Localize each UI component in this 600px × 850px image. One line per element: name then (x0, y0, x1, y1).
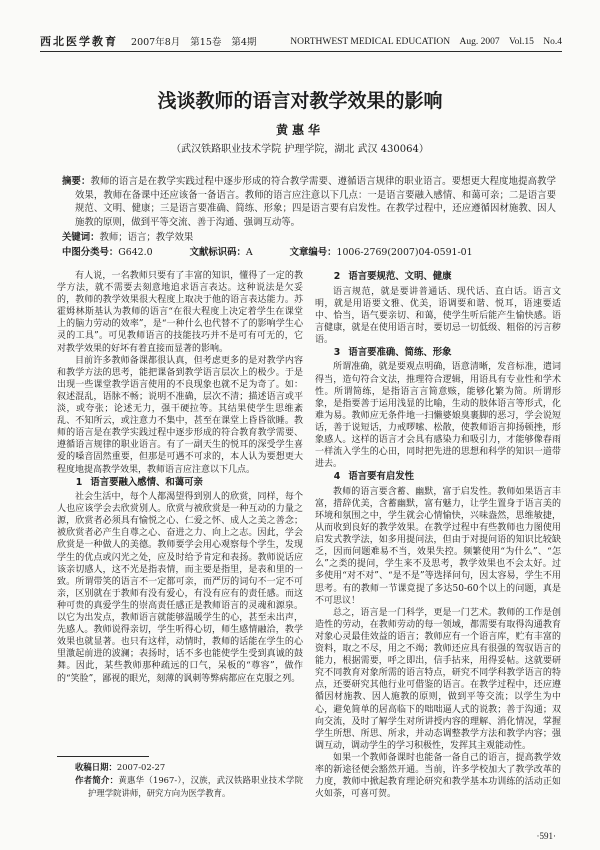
volume-en: Vol.15 (508, 37, 534, 47)
body-column-left (57, 270, 303, 750)
keywords-text: 教师；语言；教学效果 (99, 232, 194, 243)
author-bio-label: 作者简介： (75, 775, 119, 785)
author-name: 黄惠华 (275, 123, 324, 137)
section-2-title: 语言要规范、文明、健康 (348, 271, 452, 282)
running-header (40, 34, 562, 52)
intro-paragraph-1: 有人说，一名教师只要有了丰富的知识，懂得了一定的教学方法，就不需要去刻意地追求语言表达。这种说法是欠妥的，教师的教学效果很大程度上取决于他的语言表达能力。苏霍姆林斯基认为教师的语言“在很大程度上决定着学生在课堂上的脑力劳动的效率”，是“一种什么也代替不了的影响学生心灵的工具”。可见教师语言的技能技巧并不是可有可无的，它对教学效果的好坏有着直接而显著的影响。 (57, 271, 303, 354)
number-en: No.4 (543, 37, 562, 47)
section-3-title: 语言要准确、简练、形象 (348, 346, 452, 358)
section-1-number: 1 (75, 476, 83, 488)
footnote (57, 761, 303, 800)
clc-value: G642.0 (118, 247, 153, 258)
section-2-heading (315, 271, 561, 284)
document-code (190, 247, 253, 258)
section-4-heading (315, 471, 561, 484)
section-4-paragraph-3: 如果一个教师备课时也能备一备自己的语言，提高教学效率的新途径便会豁然开通。当前，许多学校加大了教学改革的力度，教师中掀起教育理论研究和教学基本功训练的活动正如火如荼，可喜可贺。 (315, 752, 561, 800)
section-4-number: 4 (333, 471, 341, 483)
clc-label: 中图分类号： (62, 247, 119, 258)
issue-date-cn: 2007年8月 (131, 37, 181, 48)
section-3-number: 3 (333, 346, 341, 358)
article-number-value: 1006-2769(2007)04-0591-01 (336, 247, 473, 258)
journal-name-cn: 西北医学教育 (40, 35, 118, 48)
section-2-paragraph-1: 语言规范，就是要讲普通话、现代话、直白话。语言文明，就是用语要文雅、优美，语调要和谐、悦耳，语速要适中、恰当，语气要亲切、和蔼，使学生听后能产生愉快感。语言健康，就是在使用语言时，要切忌一切低级、粗俗的污言秽语。 (315, 286, 561, 345)
received-date-value: 2007-02-27 (116, 762, 166, 772)
section-1-heading (57, 477, 303, 490)
classification-line (62, 246, 556, 259)
author-bio-text: 黄惠华（1967-），汉族，武汉铁路职业技术学院护理学院讲师，研究方向为医学教育。 (88, 775, 303, 798)
section-4-paragraph-1: 教师的语言要含蓄、幽默，富于启发性。教师如果语言丰富，措辞优美，含蓄幽默，富有魅力，让学生置身于语言美的环境和氛围之中，学生就会心情愉快，兴味盎然，思维敏捷，从而收到良好的教学效果。在教学过程中有些教师也力图使用启发式教学法，如多用提问法，但由于对提问语的知识比较缺乏，因而问题难易不当，效果失控。频繁使用“为什么”、“怎么”之类的提问，学生来不及思考，教学效果也不会太好。过多使用“对不对”、“是不是”等选择问句，因太容易，学生不用思考。有的教师一节课竟提了多达50-60个以上的问题，真是不可思议！ (315, 486, 561, 606)
issue-info-en (283, 34, 562, 50)
abstract-label: 摘要： (62, 176, 91, 187)
issue-info-cn (131, 37, 263, 48)
article-number-label: 文章编号： (289, 247, 337, 258)
document-code-value: A (245, 247, 253, 258)
article-title: 浅谈教师的语言对教学效果的影响 (157, 90, 443, 112)
keywords (62, 231, 556, 244)
section-3-paragraph-1: 所谓准确，就是要观点明确，语意清晰，发音标准，遣词得当，造句符合文法，推理符合逻辑，用语具有专业性和学术性。所谓简练，是指语言言简意赅，能够化繁为简。所谓形象，是指要善于运用浅显的比喻，生动的肢体语言等形式，化难为易。教师应无条件地一扫懒婆娘臭裹脚的恶习，学会说短话，善于说短话，力戒啰嗦、松散，使教师语言抑扬顿挫，形象感人。这样的语言才会具有感染力和吸引力，才能够像春雨一样流入学生的心田，同时把先进的思想和科学的知识一道带进去。 (315, 362, 561, 470)
document-code-label: 文献标识码： (189, 247, 246, 258)
page-number: ·591· (536, 831, 556, 841)
body-column-right (315, 270, 561, 822)
section-4-paragraph-2: 总之，语言是一门科学，更是一门艺术。教师的工作是创造性的劳动，在教师劳动的每一领域，都需要有取得沟通教育对象心灵最佳效益的语言；教师应有一个语言库，贮有丰富的资料，取之不尽，用之不竭；教师还应具有很强的驾驭语言的能力，根据需要，呼之即出，信手拈来，用得妥帖。这就要研究不同教育对象所需的语言特点，研究不同学科教学语言的特点，还要研究其他行业可借鉴的语言。在教学过程中，还应遵循因材施教、因人施教的原则，做到平等交流；以学生为中心，避免简单的居高临下的咄咄逼人式的说教；善于沟通；双向交流，及时了解学生对所讲授内容的理解、消化情况，掌握学生所想、所思、所求，并动态调整教学方法和教学内容；强调互动，调动学生的学习积极性，发挥其主观能动性。 (315, 607, 561, 751)
clc-number (62, 247, 153, 258)
abstract-text: 教师的语言是在教学实践过程中逐步形成的符合教学需要、遵循语言规律的职业语言。要想更大程度地提高教学效果，教师在备课中还应该备一备语言。教师的语言应注意以下几点：一是语言要融入感情、和蔼可亲；二是语言要规范、文明、健康；三是语言要准确、简练、形象；四是语言要有启发性。在教学过程中，还应遵循因材施教、因人施教的原则，做到平等交流、善于沟通、强调互动等。 (75, 176, 556, 228)
received-date (57, 761, 303, 774)
received-date-label: 收稿日期： (75, 762, 117, 772)
author-affiliation: （武汉铁路职业技术学院 护理学院，湖北 武汉 430064） (171, 144, 429, 155)
volume-cn: 第15卷 (190, 37, 222, 48)
section-1-title: 语言要融入感情、和蔼可亲 (90, 476, 203, 488)
section-4-title: 语言要有启发性 (348, 471, 414, 483)
journal-name-en: NORTHWEST MEDICAL EDUCATION (290, 37, 451, 47)
footnote-rule (57, 756, 149, 757)
keywords-label: 关键词： (62, 232, 100, 243)
section-3-heading (315, 347, 561, 360)
article-number (290, 247, 473, 258)
number-cn: 第4期 (231, 37, 257, 48)
author-bio (57, 774, 303, 800)
abstract (62, 175, 556, 229)
intro-paragraph-2: 目前许多教师备课都很认真，但考虑更多的是对教学内容和教学方法的思考，能把课备到教学语言层次上的极少。于是出现一些课堂教学语言使用的不良现象也就不足为奇了。如：叙述混乱，语脉不畅；说明不准确，层次不清；描述语言或平淡，或夸张；论述无力，强干硬拉等。其结果使学生思维紊乱、不知所云，或注意力不集中，甚至在课堂上昏昏欲睡。教师的语言是在教学实践过程中逐步形成的符合教育教学需要、遵循语言规律的职业语言。有了一副天生的悦耳的深受学生喜爱的嗓音固然重要，但那是可遇不可求的，本人认为要想更大程度地提高教学效果，教师语言应注意以下几点。 (57, 355, 303, 475)
section-2-number: 2 (333, 271, 341, 282)
issue-date-en: Aug. 2007 (459, 37, 500, 47)
section-1-paragraph-1: 社会生活中，每个人都渴望得到别人的欣赏，同样，每个人也应该学会去欣赏别人。欣赏与被欣赏是一种互动的力量之源，欣赏者必须具有愉悦之心、仁爱之怀、成人之美之善念；被欣赏者必产生自尊之心、奋进之力、向上之志。因此，学会欣赏是一种做人的美德。教师要学会用心观察每个学生，发现学生的优点或闪光之处，应及时给予肯定和表扬。教师说话应该亲切感人，这不光是指表情，而主要是指里，是表和里的一致。所谓带笑的语言不一定都可亲，而严厉的词句不一定不可亲，区别就在于教师有没有爱心，有没有应有的责任感。而这种可贵的真爱学生的崇高责任感正是教师语言的灵魂和源泉。以它为出发点，教师语言就能够温暖学生的心，甚至未出声，先感人。教师说得亲切，学生听得心切，师生感情融洽，教学效果也就显著。也只有这样，动情时，教师的话能在学生的心里激起前进的波澜；表扬时，话不多也能使学生受到真诚的鼓舞。因此，某些教师那种疏远的口气，呆板的“尊容”，做作的“笑脸”，鄙视的眼光，刻薄的讽刺等弊病都应在克服之列。 (57, 492, 303, 684)
